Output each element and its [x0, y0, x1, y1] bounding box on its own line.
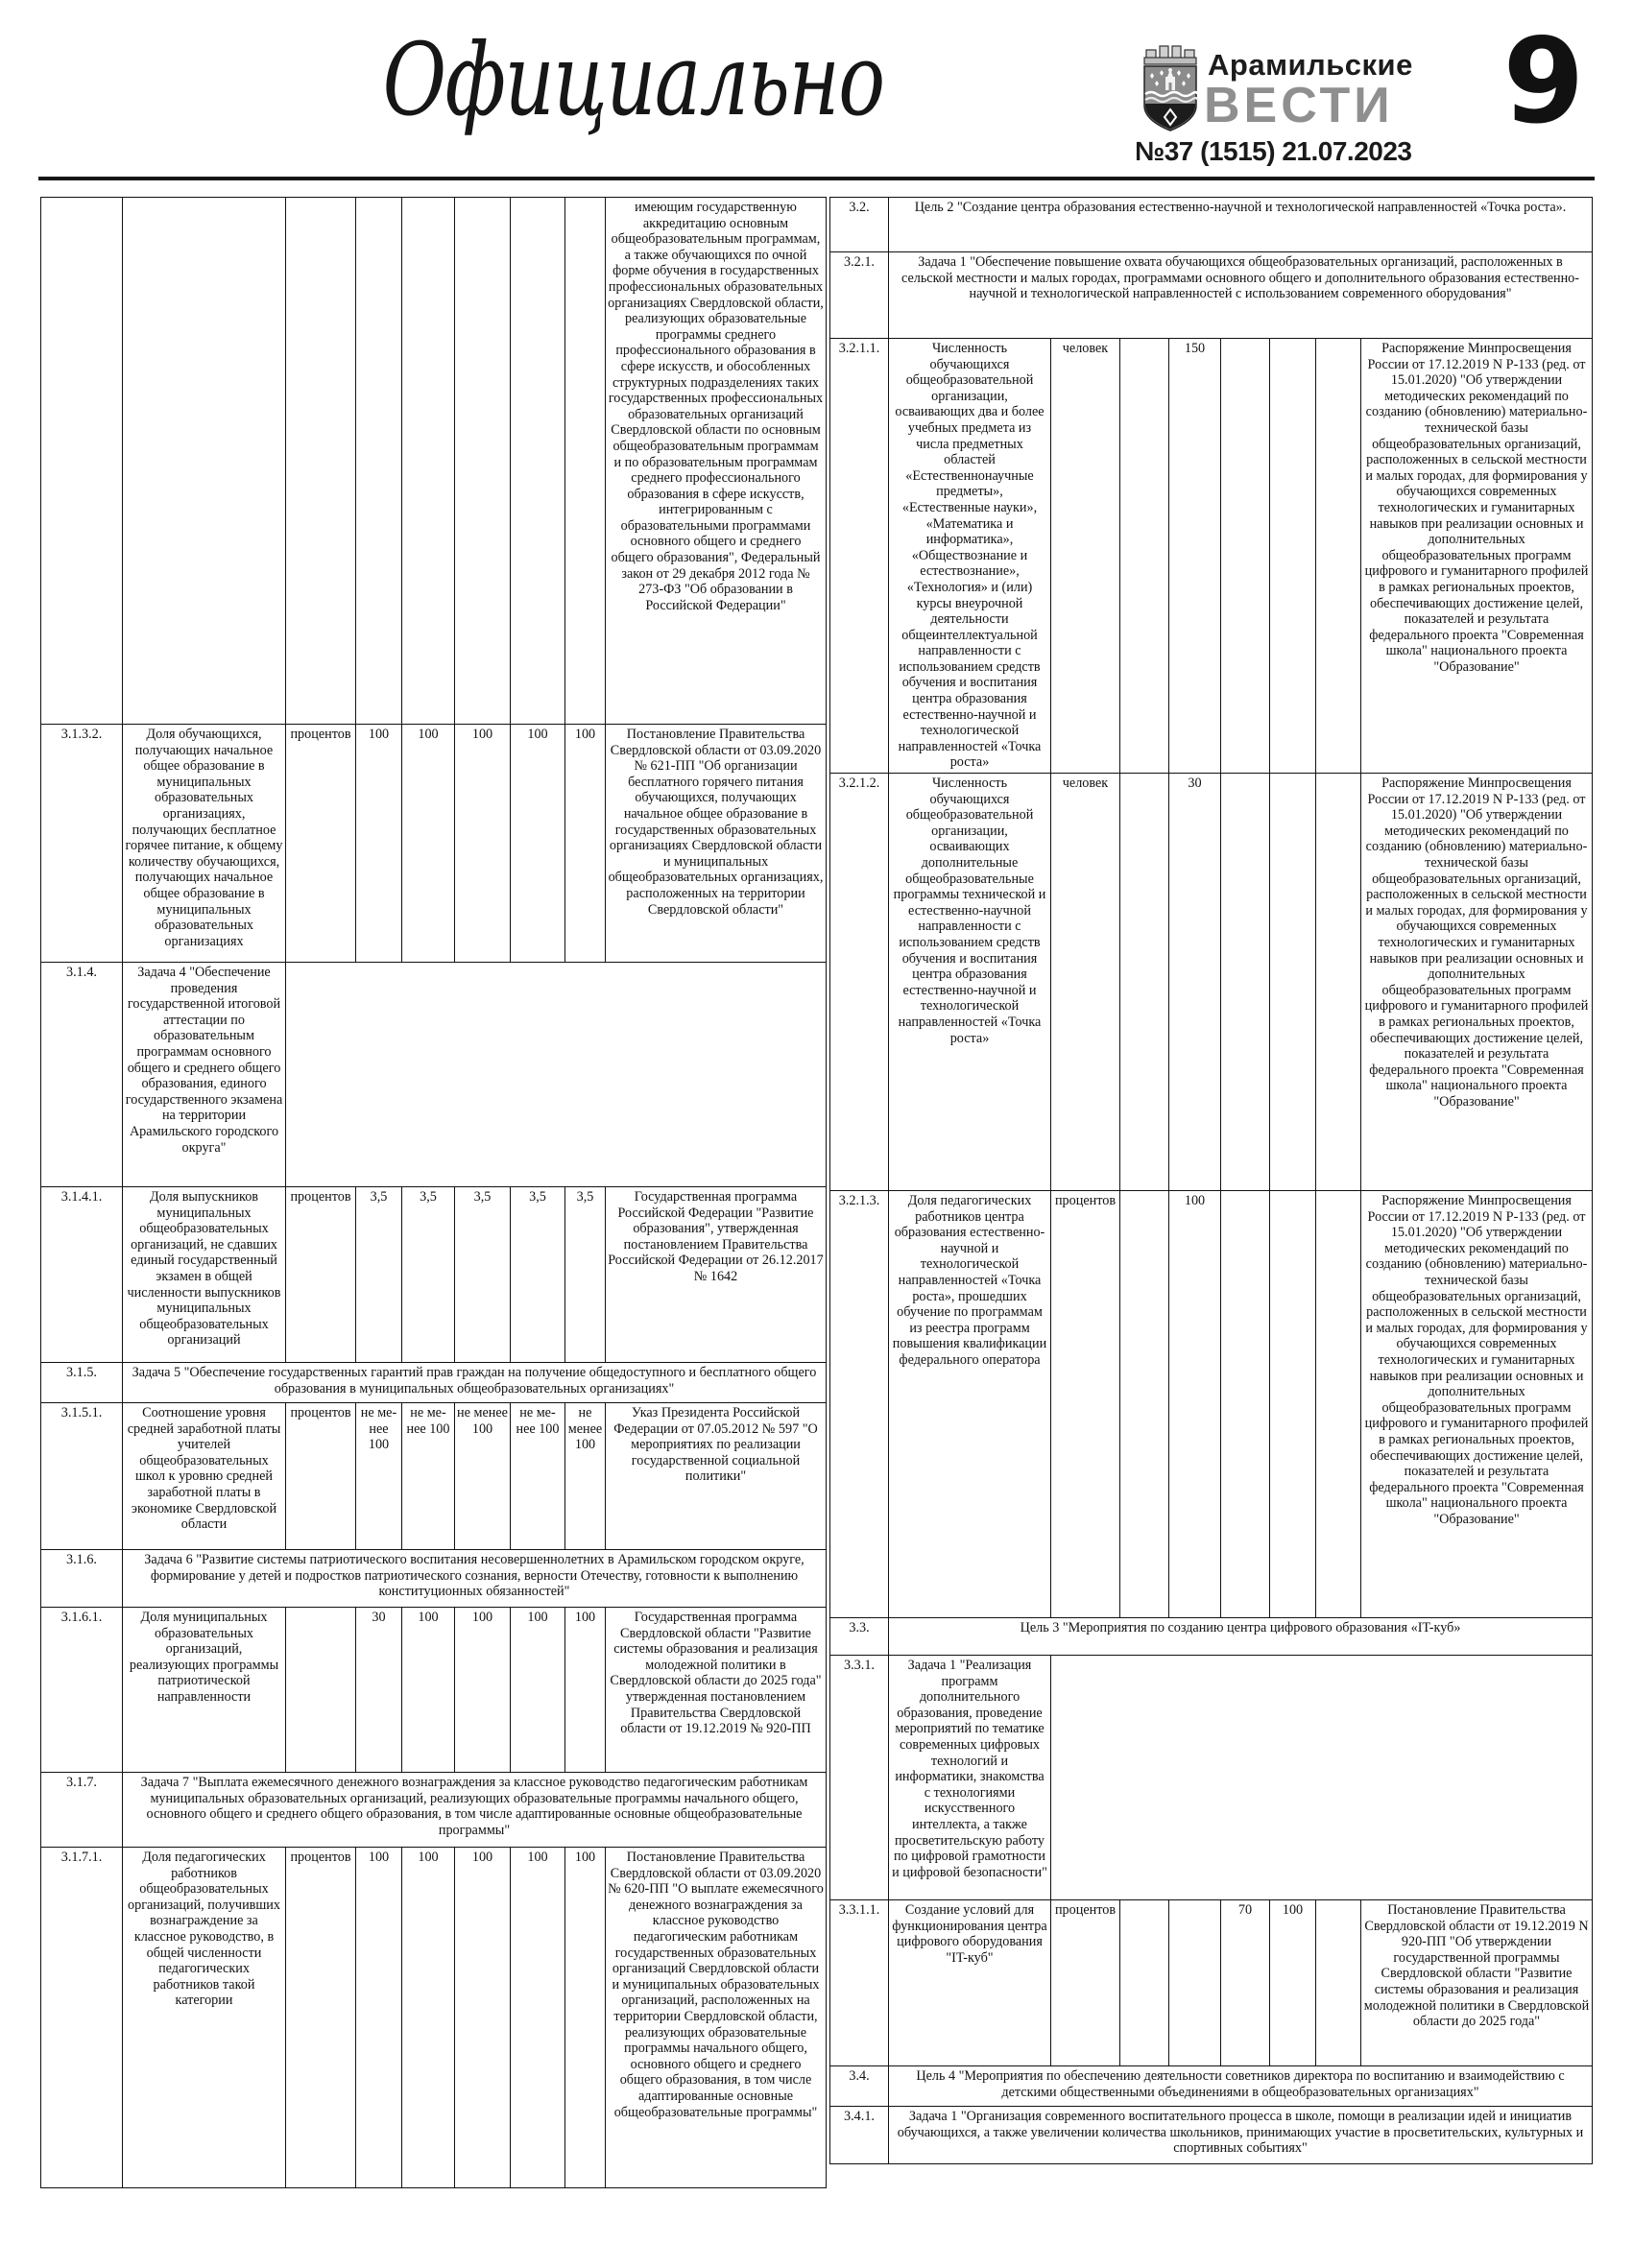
source-cell: Распоряжение Минпросвещения России от 17.12.2019 N Р-133 (ред. от 15.01.2020) "Об утверждении методических рекомендаций по созданию (обновлению) материально-технической базы общеобразовательных организаций, расположенных в сельской местности и малых городах, для формирования у обучающихся современных технологических и гуманитарных навыков при реализации основных и дополнительных общеобразовательных программ цифрового и гуманитарного профилей в рамках региональных проектов, обеспечивающих достижение целей, показателей и результата федерального проекта "Современная школа" национального проекта "Образование"	[1361, 774, 1593, 1191]
section-heading-cell: Задача 1 "Организация современного воспитательного процесса в школе, помощи в реализации идей и инициатив обучающихся, а также увеличении количества школьников, принимающих участие в просветительских, культурных и спортивных событиях"	[889, 2107, 1593, 2164]
value-cell: 100	[356, 725, 402, 963]
page-number: 9	[1502, 13, 1585, 150]
row-number-cell: 3.4.1.	[830, 2107, 889, 2164]
task-row	[830, 252, 1593, 339]
source-cell: Постановление Правительства Свердловской области от 19.12.2019 N 920-ПП "Об утверждении государственной программы Свердловской области "Развитие системы образования и реализация молодежной политики в Свердловской области до 2025 года"	[1361, 1900, 1593, 2066]
source-cell: имеющим государственную аккредитацию основным общеобразовательным программам, а также обучающихся по очной форме обучения в государственных профессиональных образовательных организациях Свердловской области, реализующих образовательные программы среднего профессионального образования в сфере искусств, и обособленных структурных подразделениях таких государственных профессиональных образовательных организаций Свердловской области по основным общеобразовательным программам и по образовательным программам среднего профессионального образования в сфере искусств, интегрированным с образовательными программами основного общего и среднего общего образования", Федеральный закон от 29 декабря 2012 года № 273-ФЗ "Об образовании в Российской Федерации"	[606, 198, 827, 725]
row-number-cell: 3.2.1.3.	[830, 1191, 889, 1618]
section-heading-cell: Цель 3 "Мероприятия по созданию центра цифрового образования «IT-куб»	[889, 1618, 1593, 1656]
row-number-cell: 3.2.	[830, 198, 889, 252]
source-cell: Государственная программа Свердловской области "Развитие системы образования и реализация молодежной политики в Свердловской области до 2025 года" утвержденная постановлением Правительства Свердловской области от 19.12.2019 № 920-ПП	[606, 1608, 827, 1773]
newspaper-name: Арамильские	[1208, 48, 1413, 82]
value-cell	[1316, 774, 1361, 1191]
task-row	[830, 2107, 1593, 2164]
indicator-cell: Доля педагогических работников общеобразовательных организаций, получивших вознаграждение за классное руководство, в общей численности педагогических работников такой категории	[123, 1848, 286, 2188]
value-cell: 100	[455, 1848, 511, 2188]
value-cell: 100	[1270, 1900, 1316, 2066]
row-number-cell: 3.1.3.2.	[41, 725, 123, 963]
table-row	[830, 774, 1593, 1191]
row-number-cell: 3.1.5.	[41, 1363, 123, 1403]
unit-cell: человек	[1051, 774, 1120, 1191]
indicator-cell: Доля обучающихся, получающих начальное общее образование в муниципальных образовательных организациях, получающих бесплатное горячее питание, к общему количеству обучающихся, получающих начальное общее образование в муниципальных образовательных организациях	[123, 725, 286, 963]
value-cell: 100	[565, 725, 606, 963]
value-cell: 100	[402, 725, 455, 963]
task-text-cell: Задача 4 "Обеспечение проведения государственной итоговой аттестации по образовательным программам основного общего и среднего общего образования, единого государственного экзамена на территории Арамильского городского округа"	[123, 963, 286, 1187]
value-cell: 100	[565, 1848, 606, 2188]
value-cell	[356, 198, 402, 725]
unit-cell	[286, 1608, 356, 1773]
value-cell	[1270, 1191, 1316, 1618]
section-heading-cell: Задача 1 "Обеспечение повышение охвата обучающихся общеобразовательных организаций, расположенных в сельской местности и малых городах, программами основного общего и дополнительного образования естественно-научной и технологической направленностей с использованием современного оборудования"	[889, 252, 1593, 339]
right-program-table	[829, 197, 1593, 2164]
task-row	[41, 1773, 827, 1848]
unit-cell: процентов	[1051, 1191, 1120, 1618]
row-number-cell: 3.1.7.1.	[41, 1848, 123, 2188]
value-cell	[1120, 339, 1169, 774]
source-cell: Указ Президента Российской Федерации от 07.05.2012 № 597 "О мероприятиях по реализации государственной социальной политики"	[606, 1403, 827, 1550]
indicator-cell: Численность обучающихся общеобразовательной организации, осваивающих два и более учебных предмета из числа предметных областей «Естественнонаучные предметы», «Естественные науки», «Математика и информатика», «Обществознание и естествознание», «Технология» и (или) курсы внеурочной деятельности общеинтеллектуальной направленности с использованием средств обучения и воспитания центра образования естественно-научной и технологической направленностей «Точка роста»	[889, 339, 1051, 774]
value-cell: не менее 100	[565, 1403, 606, 1550]
indicator-cell: Численность обучающихся общеобразовательной организации, осваивающих дополнительные общеобразовательные программы технической и естественно-научной направленности с использованием средств обучения и воспитания центра образования естественно-научной и технологической направленностей «Точка роста»	[889, 774, 1051, 1191]
unit-cell: процентов	[286, 1403, 356, 1550]
table-row	[830, 1191, 1593, 1618]
value-cell: не менее 100	[455, 1403, 511, 1550]
issue-line: №37 (1515) 21.07.2023	[1135, 136, 1412, 166]
unit-cell: человек	[1051, 339, 1120, 774]
left-program-table	[40, 197, 827, 2188]
task-row	[41, 1550, 827, 1608]
empty-cell	[1051, 1656, 1593, 1900]
value-cell: 3,5	[356, 1187, 402, 1363]
value-cell	[1221, 339, 1270, 774]
value-cell: 3,5	[511, 1187, 565, 1363]
value-cell: 100	[511, 725, 565, 963]
source-cell: Государственная программа Российской Федерации "Развитие образования", утвержденная постановлением Правительства Российской Федерации от 26.12.2017 № 1642	[606, 1187, 827, 1363]
value-cell: 100	[356, 1848, 402, 2188]
table-row	[41, 1608, 827, 1773]
value-cell: 100	[511, 1608, 565, 1773]
value-cell: 100	[402, 1848, 455, 2188]
value-cell: не менее 100	[356, 1403, 402, 1550]
row-number-cell	[41, 198, 123, 725]
value-cell: 30	[1169, 774, 1221, 1191]
value-cell	[511, 198, 565, 725]
value-cell	[1169, 1900, 1221, 2066]
row-number-cell: 3.3.1.	[830, 1656, 889, 1900]
indicator-cell: Доля муниципальных образовательных организаций, реализующих программы патриотической направленности	[123, 1608, 286, 1773]
value-cell	[1270, 774, 1316, 1191]
value-cell: 70	[1221, 1900, 1270, 2066]
unit-cell: процентов	[286, 1848, 356, 2188]
coat-of-arms-icon	[1141, 44, 1200, 132]
value-cell: 150	[1169, 339, 1221, 774]
value-cell: не менее 100	[511, 1403, 565, 1550]
value-cell	[455, 198, 511, 725]
newspaper-name-secondary: ВЕСТИ	[1204, 78, 1394, 133]
section-heading-cell: Цель 4 "Мероприятия по обеспечению деятельности советников директора по воспитанию и взаимодействию с детскими общественными объединениями в общеобразовательных организациях"	[889, 2066, 1593, 2107]
task-row	[830, 1656, 1593, 1900]
row-number-cell: 3.1.4.1.	[41, 1187, 123, 1363]
masthead	[144, 8, 1123, 161]
value-cell	[1316, 1191, 1361, 1618]
section-row	[830, 1618, 1593, 1656]
task-row	[41, 963, 827, 1187]
row-number-cell: 3.2.1.	[830, 252, 889, 339]
row-number-cell: 3.4.	[830, 2066, 889, 2107]
section-row	[830, 2066, 1593, 2107]
section-heading-cell: Задача 5 "Обеспечение государственных гарантий прав граждан на получение общедоступного и бесплатного общего образования в муниципальных общеобразовательных организациях"	[123, 1363, 827, 1403]
value-cell: 100	[511, 1848, 565, 2188]
row-number-cell: 3.2.1.1.	[830, 339, 889, 774]
section-heading-cell: Задача 7 "Выплата ежемесячного денежного вознаграждения за классное руководство педагогическим работникам муниципальных образовательных организаций, реализующих образовательные программы начального общего, основного общего и среднего общего образования, в том числе адаптированные основные общеобразовательные программы"	[123, 1773, 827, 1848]
task-text-cell: Задача 1 "Реализация программ дополнительного образования, проведение мероприятий по тематике современных цифровых технологий и информатики, знакомства с технологиями искусственного интеллекта, а также просветительскую работу по цифровой грамотности и цифровой безопасности"	[889, 1656, 1051, 1900]
task-row	[41, 1363, 827, 1403]
value-cell	[1120, 774, 1169, 1191]
row-number-cell: 3.1.5.1.	[41, 1403, 123, 1550]
source-cell: Распоряжение Минпросвещения России от 17.12.2019 N Р-133 (ред. от 15.01.2020) "Об утверждении методических рекомендаций по созданию (обновлению) материально-технической базы общеобразовательных организаций, расположенных в сельской местности и малых городах, для формирования у обучающихся современных технологических и гуманитарных навыков при реализации основных и дополнительных общеобразовательных программ цифрового и гуманитарного профилей в рамках региональных проектов, обеспечивающих достижение целей, показателей и результата федерального проекта "Современная школа" национального проекта "Образование"	[1361, 1191, 1593, 1618]
value-cell	[1316, 339, 1361, 774]
value-cell	[1316, 1900, 1361, 2066]
table-row	[41, 198, 827, 725]
value-cell: 100	[455, 1608, 511, 1773]
indicator-cell	[123, 198, 286, 725]
value-cell	[1221, 1191, 1270, 1618]
header-rule	[38, 177, 1595, 180]
row-number-cell: 3.1.4.	[41, 963, 123, 1187]
row-number-cell: 3.1.6.1.	[41, 1608, 123, 1773]
value-cell	[1120, 1191, 1169, 1618]
row-number-cell: 3.3.	[830, 1618, 889, 1656]
section-heading-cell: Задача 6 "Развитие системы патриотического воспитания несовершеннолетних в Арамильском городском округе, формирование у детей и подростков патриотического сознания, верности Отечеству, готовности к выполнению конституционных обязанностей"	[123, 1550, 827, 1608]
value-cell: 30	[356, 1608, 402, 1773]
row-number-cell: 3.3.1.1.	[830, 1900, 889, 2066]
indicator-cell: Соотношение уровня средней заработной платы учителей общеобразовательных школ к уровню средней заработной платы в экономике Свердловской области	[123, 1403, 286, 1550]
unit-cell: процентов	[1051, 1900, 1120, 2066]
unit-cell: процентов	[286, 1187, 356, 1363]
indicator-cell: Доля выпускников муниципальных общеобразовательных организаций, не сдавших единый государственный экзамен в общей численности выпускников муниципальных общеобразовательных организаций	[123, 1187, 286, 1363]
section-row	[830, 198, 1593, 252]
source-cell: Распоряжение Минпросвещения России от 17.12.2019 N Р-133 (ред. от 15.01.2020) "Об утверждении методических рекомендаций по созданию (обновлению) материально-технической базы общеобразовательных организаций, расположенных в сельской местности и малых городах, для формирования у обучающихся современных технологических и гуманитарных навыков при реализации основных и дополнительных общеобразовательных программ цифрового и гуманитарного профилей в рамках региональных проектов, обеспечивающих достижение целей, показателей и результата федерального проекта "Современная школа" национального проекта "Образование"	[1361, 339, 1593, 774]
value-cell: 100	[565, 1608, 606, 1773]
value-cell: не менее 100	[402, 1403, 455, 1550]
value-cell	[1120, 1900, 1169, 2066]
unit-cell	[286, 198, 356, 725]
table-row	[830, 339, 1593, 774]
value-cell	[565, 198, 606, 725]
table-row	[41, 1187, 827, 1363]
row-number-cell: 3.2.1.2.	[830, 774, 889, 1191]
indicator-cell: Создание условий для функционирования центра цифрового оборудования "IT-куб"	[889, 1900, 1051, 2066]
unit-cell: процентов	[286, 725, 356, 963]
section-heading-cell: Цель 2 "Создание центра образования естественно-научной и технологической направленностей «Точка роста».	[889, 198, 1593, 252]
row-number-cell: 3.1.6.	[41, 1550, 123, 1608]
source-cell: Постановление Правительства Свердловской области от 03.09.2020 № 620-ПП "О выплате ежемесячного денежного вознаграждения за классное руководство педагогическим работникам государственных образовательных организаций Свердловской области и муниципальных образовательных организаций, расположенных на территории Свердловской области, реализующих образовательные программы начального общего, основного общего и среднего общего образования, в том числе адаптированные основные общеобразовательные программы"	[606, 1848, 827, 2188]
value-cell	[1221, 774, 1270, 1191]
value-cell: 3,5	[455, 1187, 511, 1363]
table-row	[41, 1403, 827, 1550]
table-row	[41, 1848, 827, 2188]
value-cell	[402, 198, 455, 725]
value-cell	[1270, 339, 1316, 774]
empty-cell	[286, 963, 827, 1187]
value-cell: 100	[402, 1608, 455, 1773]
value-cell: 3,5	[565, 1187, 606, 1363]
table-row	[41, 725, 827, 963]
source-cell: Постановление Правительства Свердловской области от 03.09.2020 № 621-ПП "Об организации бесплатного горячего питания обучающихся, получающих начальное общее образование в государственных образовательных организациях Свердловской области и муниципальных общеобразовательных организациях, расположенных на территории Свердловской области"	[606, 725, 827, 963]
row-number-cell: 3.1.7.	[41, 1773, 123, 1848]
value-cell: 100	[1169, 1191, 1221, 1618]
masthead-title: Официально	[383, 21, 884, 138]
value-cell: 3,5	[402, 1187, 455, 1363]
table-row	[830, 1900, 1593, 2066]
newspaper-logo	[1135, 42, 1457, 177]
indicator-cell: Доля педагогических работников центра образования естественно-научной и технологической направленностей «Точка роста», прошедших обучение по программам из реестра программ повышения квалификации федерального оператора	[889, 1191, 1051, 1618]
value-cell: 100	[455, 725, 511, 963]
